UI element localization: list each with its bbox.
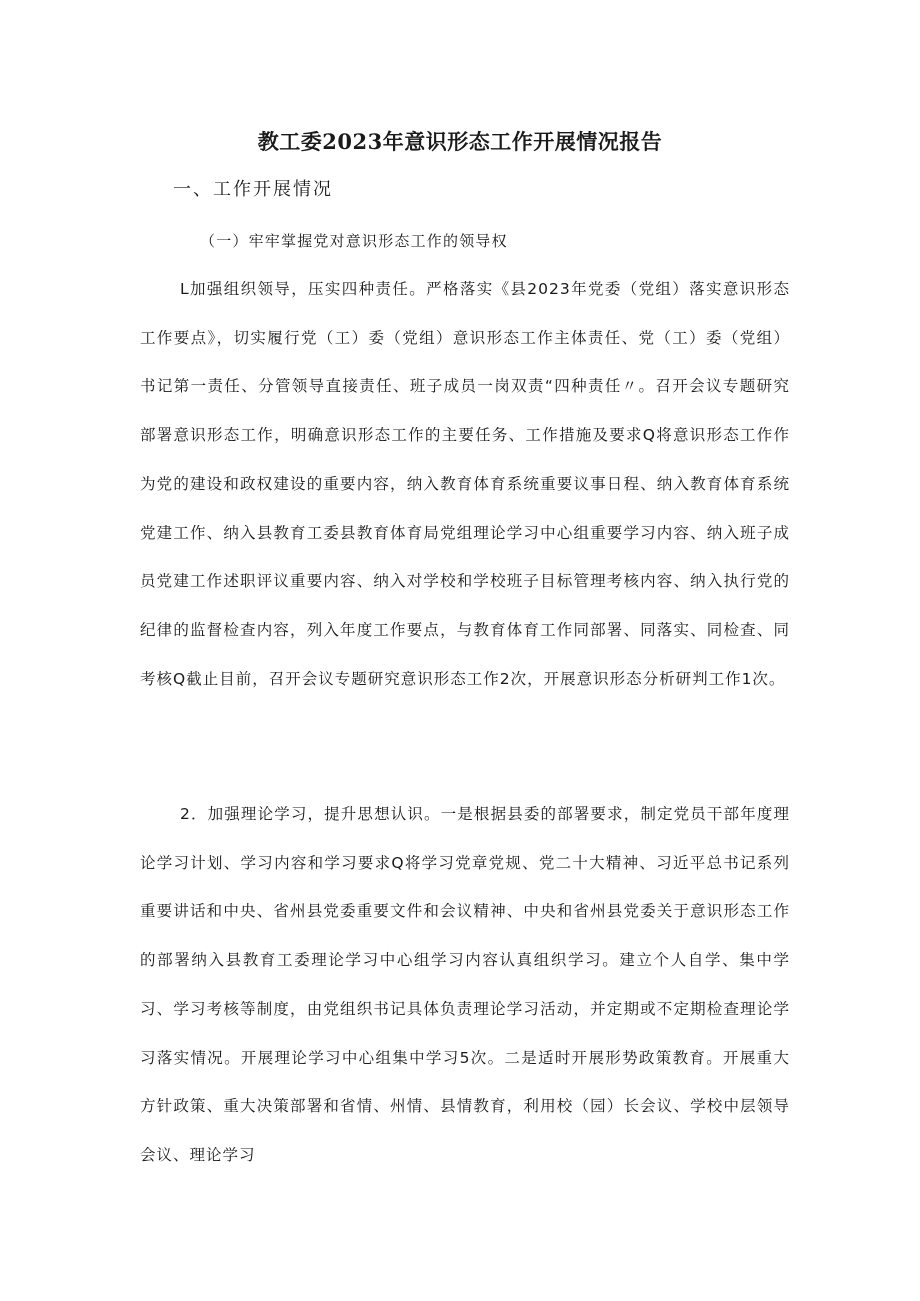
subsection-heading: （一）牢牢掌握党对意识形态工作的领导权 xyxy=(200,232,508,250)
document-title: 教工委2023年意识形态工作开展情况报告 xyxy=(257,129,663,154)
body-paragraph: L加强组织领导，压实四种责任。严格落实《县2023年党委（党组）落实意识形态工作要点》，切实履行党（工）委（党组）意识形态工作主体责任、党（工）委（党组）书记第一责任、分管领导直接责任、班子成员一岗双责“四种责任〃。召开会议专题研究部署意识形态工作，明确意识形态工作的主要任务、工作措施及要求Q将意识形态工作作为党的建设和政权建设的重要内容，纳入教育体育系统重要议事日程、纳入教育体育系统党建工作、纳入县教育工委县教育体育局党组理论学习中心组重要学习内容、纳入班子成员党建工作述职评议重要内容、纳入对学校和学校班子目标管理考核内容、纳入执行党的纪律的监督检查内容，列入年度工作要点，与教育体育工作同部署、同落实、同检查、同考核Q截止目前，召开会议专题研究意识形态工作2次，开展意识形态分析研判工作1次。 xyxy=(140,280,790,688)
section-heading: 一、工作开展情况 xyxy=(173,179,333,200)
body-paragraph: 2．加强理论学习，提升思想认识。一是根据县委的部署要求，制定党员干部年度理论学习计划、学习内容和学习要求Q将学习党章党规、党二十大精神、习近平总书记系列重要讲话和中央、省州县党委重要文件和会议精神、中央和省州县党委关于意识形态工作的部署纳入县教育工委理论学习中心组学习内容认真组织学习。建立个人自学、集中学习、学习考核等制度，由党组织书记具体负责理论学习活动，并定期或不定期检查理论学习落实情况。开展理论学习中心组集中学习5次。二是适时开展形势政策教育。开展重大方针政策、重大决策部署和省情、州情、县情教育，利用校（园）长会议、学校中层领导会议、理论学习 xyxy=(140,805,790,1164)
